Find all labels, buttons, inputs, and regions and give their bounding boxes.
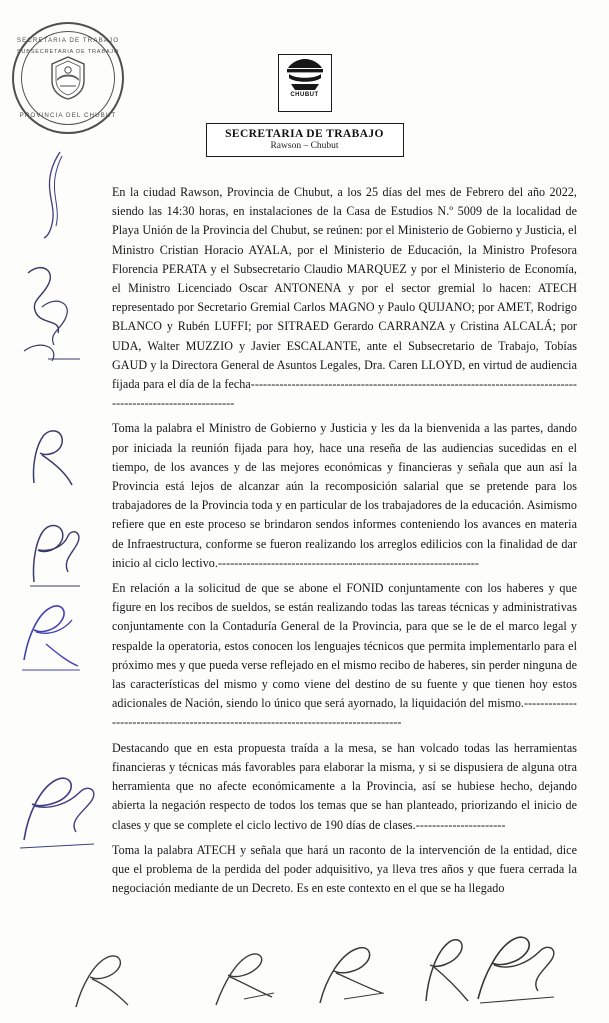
signature-footer-1 [72, 951, 138, 1015]
paragraph-4: Destacando que en esta propuesta traída a la mesa, se han volcado todas las herramientas financieras y técnicas más favorables para elaborar la misma, y si se dispusiera de alguna otra herramienta que no afecte económicamente a la Provincia, así se hubiese hecho, dejando abierta la negación respecto de todos los temas que se han planteado, priorizando el inicio de clases y que se complete el ciclo lectivo de 190 días de clases.---------------------- [112, 740, 577, 832]
header-subtitle: Rawson – Chubut [270, 141, 339, 151]
header-title-box [206, 123, 404, 157]
signature-footer-3 [314, 941, 390, 1013]
paragraph-2: Toma la palabra el Ministro de Gobierno y Justicia y les da la bienvenida a las partes, dando por iniciada la reunión fijada para hoy, hace una reseña de las audiencias sucedidas en el tiempo, de los avances y de las mejores económicas y financieras y señala que aun así la Provincia está lejos de alcanzar aún la recomposición salarial que se pretende para los trabajadores de la Provincia toda y en particular de los trabajadores de la educación. Asimismo refiere que en este proceso se brindaron sendos informes conteniendo los avances en materia de Infraestructura, conforme se fueron realizando los arreglos edilicios con la finalidad de dar inicio al ciclo lectivo.---------------------------------------------------------------- [112, 421, 577, 570]
seal-top-text: SECRETARIA DE TRABAJO [16, 37, 120, 44]
footer-signature-row [0, 953, 609, 1023]
document-header [0, 54, 609, 157]
chubut-crest-icon [281, 57, 329, 97]
chubut-crest-box [278, 54, 332, 112]
signature-footer-4 [418, 935, 482, 1009]
paragraph-1: En la ciudad Rawson, Provincia de Chubut, a los 25 días del mes de Febrero del año 2022, siendo las 14:30 horas, en instalaciones de la Casa de Estudios N.º 5009 de la localidad de Playa Unión de la Provincia del Chubut, se reúnen: por el Ministerio de Gobierno y Justicia, el Ministro Cristian Horacio AYALA, por el Ministerio de Educación, la Ministro Profesora Florencia PERATA y el Subsecretario Claudio MARQUEZ y por el Ministerio de Economía, el Ministro Licenciado Oscar ANTONENA y por el sector gremial lo hacen: ATECH representado por Secretario Gremial Carlos MAGNO y Paulo QUIJANO; por AMET, Rodrigo BLANCO y Rubén LUFFI; por SITRAED Gerardo CARRANZA y Cristina ALCALÁ; por UDA, Walter MUZZIO y Javier ESCALANTE, ante el Subsecretario de Trabajo, Tobías GAUD y la Directora General de Asuntos Legales, Dra. Caren LLOYD, en virtud de audiencia fijada para el día de la fecha-------------------------------------------------------------------------------------------------------------- [112, 185, 577, 411]
signature-margin-6 [14, 770, 112, 860]
crest-label: CHUBUT [290, 92, 319, 98]
signature-footer-5 [470, 929, 564, 1009]
signature-margin-4 [24, 520, 98, 592]
paragraph-5: Toma la palabra ATECH y señala que hará un raconto de la intervención de la entidad, dice que el problema de la perdida del poder adquisitivo, ya lleva tres años y que fuera cerrada la negociación mediante de un Decreto. Es en este contexto en el que se ha llegado [112, 842, 577, 896]
signature-margin-2 [18, 255, 104, 375]
seal-mid-text: SUBSECRETARIA DE TRABAJO [16, 49, 120, 55]
signature-margin-5 [16, 600, 96, 680]
seal-bottom-text: PROVINCIA DEL CHUBUT [19, 112, 117, 119]
header-title: SECRETARIA DE TRABAJO [225, 128, 384, 140]
signature-margin-1 [22, 150, 92, 240]
document-body [112, 183, 577, 904]
signature-margin-3 [26, 425, 96, 495]
paragraph-3: En relación a la solicitud de que se abone el FONID conjuntamente con los haberes y que figure en los recibos de sueldos, se están realizando todas las tareas técnicas y administrativas conjuntamente con la Contaduría General de la Provincia, para que se le de el marco legal y respalde la operatoria, estos conocen los lenguajes técnicos que permita implementarlo para el próximo mes y que pueda verse reflejado en el mismo recibo de haberes, sin perder ninguna de las características del mismo y como viene del destino de su fuente y que tienen hoy estos adicionales de Nación, siendo lo único que será ayornado, la liquidación del mismo.------------------------------------------------------------------------------------ [112, 581, 577, 730]
signature-footer-2 [210, 947, 280, 1015]
